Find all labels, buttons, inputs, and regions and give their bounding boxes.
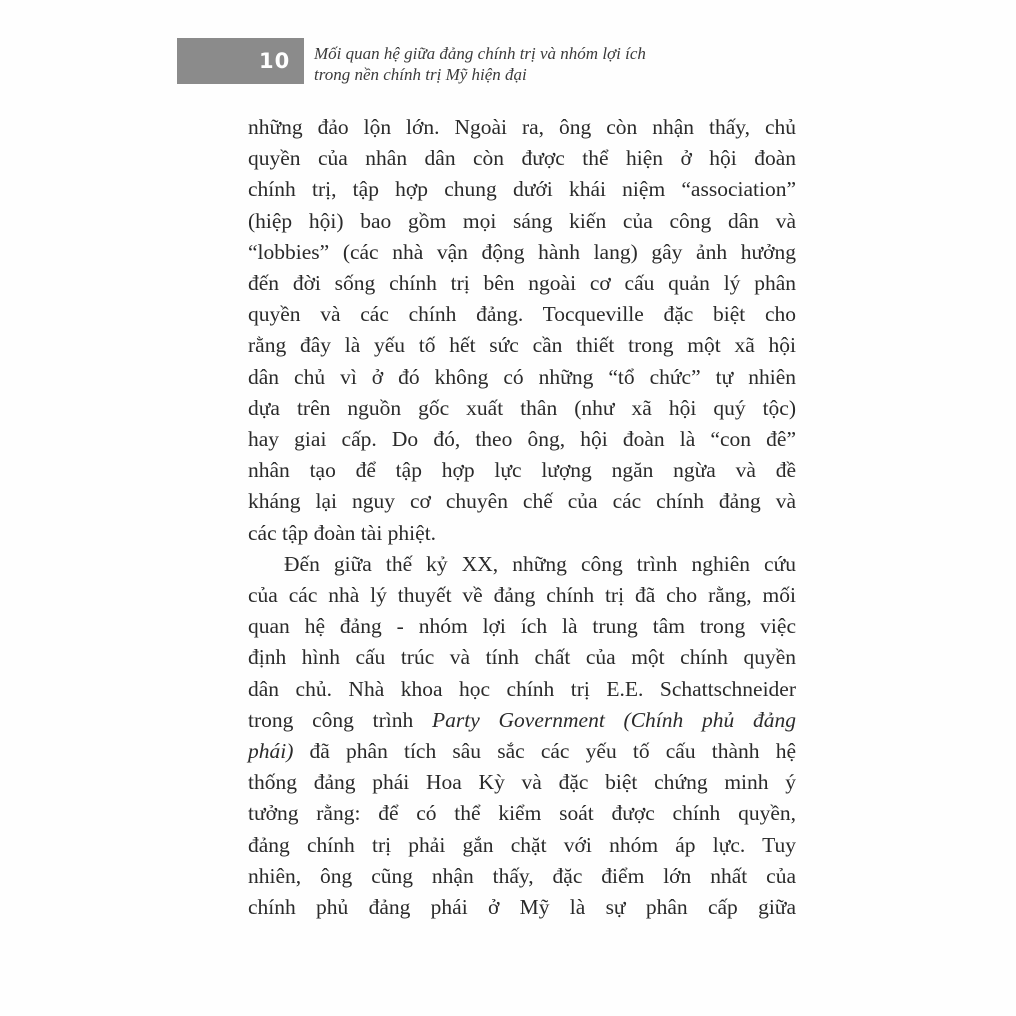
running-title-line-2: trong nền chính trị Mỹ hiện đại	[314, 65, 527, 84]
text-line: đảng chính trị phải gắn chặt với nhóm áp lực. Tuy	[248, 832, 796, 857]
book-title-italic-end: phái)	[248, 739, 294, 764]
text-line: nhiên, ông cũng nhận thấy, đặc điểm lớn nhất của	[248, 863, 796, 888]
paragraph-start-line: Đến giữa thế kỷ XX, những công trình nghiên cứu	[284, 551, 796, 576]
text-line: dân chủ. Nhà khoa học chính trị E.E. Schattschneider	[248, 676, 796, 701]
text-line: quyền và các chính đảng. Tocqueville đặc biệt cho	[248, 302, 796, 327]
text-line: “lobbies” (các nhà vận động hành lang) gây ảnh hưởng	[248, 239, 796, 264]
text-line: định hình cấu trúc và tính chất của một chính quyền	[248, 645, 796, 670]
line-rest: đã phân tích sâu sắc các yếu tố cấu thành hệ	[293, 739, 796, 764]
paragraph-end-line: các tập đoàn tài phiệt.	[248, 520, 437, 545]
text-line: của các nhà lý thuyết về đảng chính trị đã cho rằng, mối	[248, 583, 796, 608]
text-line: thống đảng phái Hoa Kỳ và đặc biệt chứng minh ý	[248, 770, 796, 795]
text-line-with-title	[248, 736, 796, 767]
text-line: quan hệ đảng - nhóm lợi ích là trung tâm trong việc	[248, 614, 796, 639]
text-line: chính trị, tập hợp chung dưới khái niệm “association”	[248, 177, 796, 202]
text-line: kháng lại nguy cơ chuyên chế của các chính đảng và	[248, 489, 796, 514]
text-line: quyền của nhân dân còn được thể hiện ở hội đoàn	[248, 146, 796, 171]
page-number: 10	[259, 49, 291, 73]
text-line-with-title	[248, 705, 796, 736]
line-prefix: trong công trình	[248, 707, 433, 732]
text-line: hay giai cấp. Do đó, theo ông, hội đoàn là “con đê”	[248, 427, 796, 452]
text-line: dựa trên nguồn gốc xuất thân (như xã hội quý tộc)	[248, 395, 796, 420]
running-title	[314, 43, 774, 85]
body-text	[248, 112, 796, 923]
text-line: những đảo lộn lớn. Ngoài ra, ông còn nhận thấy, chủ	[248, 115, 796, 139]
running-title-line-1: Mối quan hệ giữa đảng chính trị và nhóm lợi ích	[314, 44, 646, 63]
text-line: nhân tạo để tập hợp lực lượng ngăn ngừa và đề	[248, 458, 796, 483]
text-line: (hiệp hội) bao gồm mọi sáng kiến của công dân và	[248, 208, 796, 233]
text-line: tưởng rằng: để có thể kiểm soát được chính quyền,	[248, 801, 796, 826]
text-line: rằng đây là yếu tố hết sức cần thiết trong một xã hội	[248, 333, 796, 358]
text-line: chính phủ đảng phái ở Mỹ là sự phân cấp giữa	[248, 895, 796, 920]
text-line: đến đời sống chính trị bên ngoài cơ cấu quản lý phân	[248, 271, 796, 296]
text-line: dân chủ vì ở đó không có những “tổ chức” tự nhiên	[248, 364, 796, 389]
book-title-italic: Party Government (Chính phủ đảng	[432, 707, 796, 732]
